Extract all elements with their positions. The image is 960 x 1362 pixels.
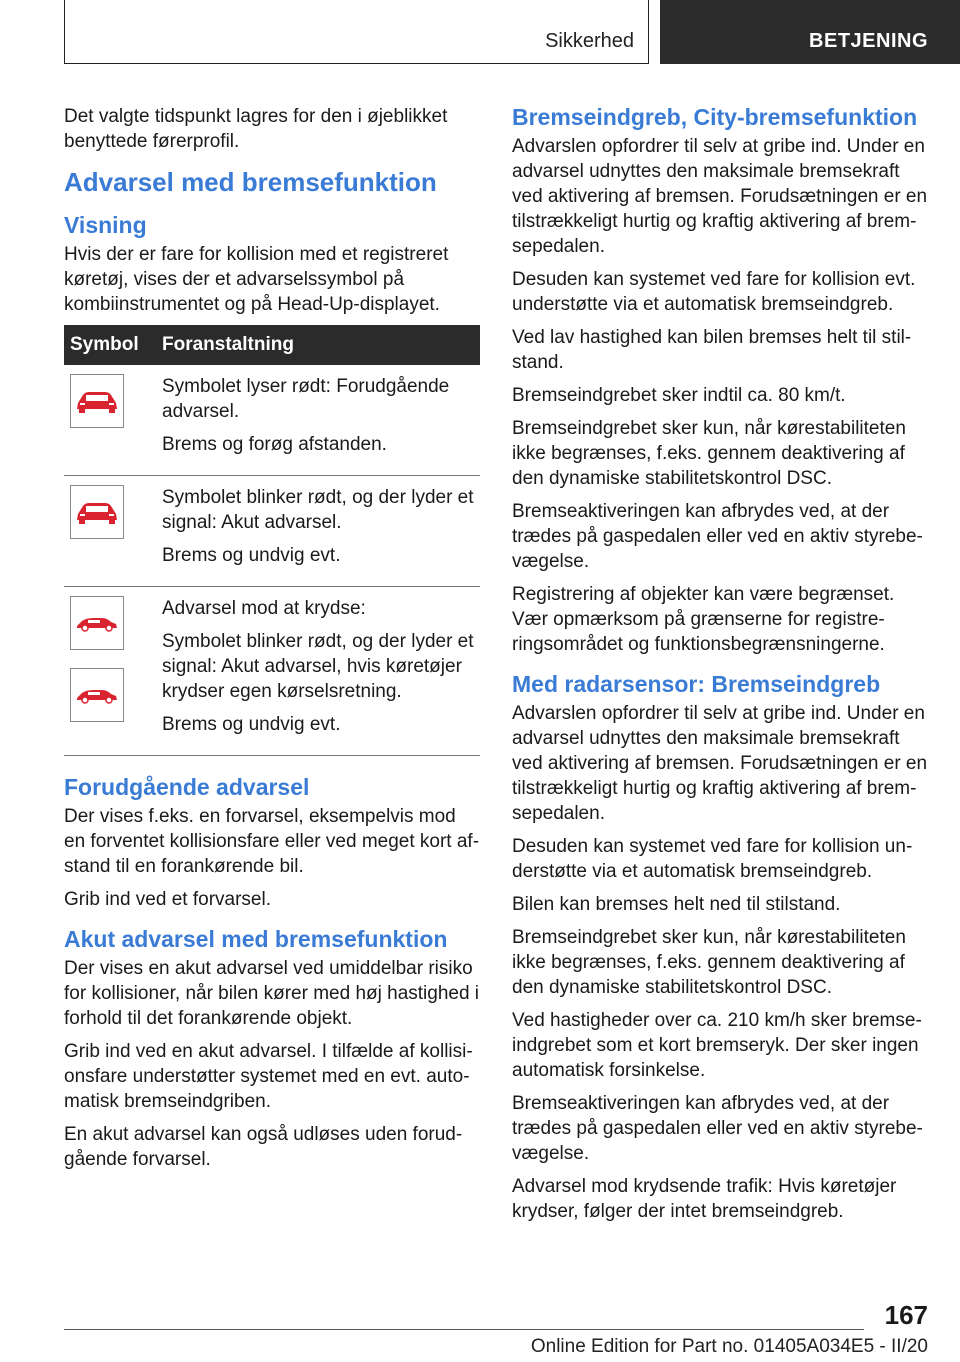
action-line: Brems og undvig evt. — [162, 545, 341, 566]
car-crossing-icon — [70, 596, 124, 650]
radar-heading: Med radarsensor: Bremseindgreb — [512, 671, 881, 697]
radar-text-7: Advarsel mod krydsende trafik: Hvis køretøjer krydser, følger der intet bremseindgreb. — [512, 1176, 897, 1222]
action-line: Advarsel mod at krydse: — [162, 598, 366, 619]
city-text-2: Desuden kan systemet ved fare for kollision evt. understøtte via et automatisk bremseindgreb. — [512, 269, 916, 315]
akut-text-2: Grib ind ved en akut advarsel. I tilfælde af kollisionsfare understøtter systemet med en evt. automatisk bremseindgriben. — [64, 1041, 473, 1112]
table-row — [64, 587, 480, 756]
forud-text-2: Grib ind ved et forvarsel. — [64, 889, 271, 910]
akut-text-3: En akut advarsel kan også udløses uden forudgående forvarsel. — [64, 1124, 463, 1170]
action-cell — [156, 587, 480, 756]
symbol-table — [64, 325, 480, 756]
car-warning-red-icon — [70, 485, 124, 539]
action-line: Symbolet lyser rødt: Forudgående advarsel. — [162, 376, 450, 422]
action-line: Brems og undvig evt. — [162, 714, 341, 735]
action-line: Brems og forøg afstanden. — [162, 434, 387, 455]
radar-text-5: Ved hastigheder over ca. 210 km/h sker bremseindgrebet som et kort bremseryk. Der sker ingen automatisk forsinkelse. — [512, 1010, 922, 1081]
city-text-1: Advarslen opfordrer til selv at gribe ind. Under en advarsel udnyttes den maksimale bremsekraft ved aktivering af bremsen. Forudsætningen er en tilstrækkeligt hurtig og kraftig aktivering af bremsepedalen. — [512, 136, 928, 257]
symbol-cell — [64, 365, 156, 476]
symbol-cell — [64, 476, 156, 587]
city-text-3: Ved lav hastighed kan bilen bremses helt til stilstand. — [512, 327, 912, 373]
header-chapter-title: BETJENING — [809, 30, 928, 52]
radar-text-4: Bremseindgrebet sker kun, når kørestabiliteten ikke begrænses, f.eks. gennem deaktivering af den dynamiske stabilitetskontrol DSC. — [512, 927, 906, 998]
edition-note: Online Edition for Part no. 01405A034E5 - II/20 — [530, 1336, 928, 1357]
symbol-cell — [64, 587, 156, 756]
visning-text: Hvis der er fare for kollision med et registreret køretøj, vises der et advarselssymbol på kombiinstrumentet og på Head-Up-displayet. — [64, 244, 449, 315]
header-section-title: Sikkerhed — [545, 30, 634, 52]
main-heading: Advarsel med bremsefunktion — [64, 167, 437, 197]
car-warning-red-icon — [70, 374, 124, 428]
car-crossing-icon — [70, 668, 124, 722]
left-column — [64, 104, 480, 1180]
page-number: 167 — [884, 1300, 928, 1330]
table-header-row — [64, 325, 480, 365]
table-row — [64, 476, 480, 587]
radar-text-1: Advarslen opfordrer til selv at gribe ind. Under en advarsel udnyttes den maksimale bremsekraft ved aktivering af bremsen. Forudsætningen er en tilstrækkeligt hurtig og kraftig aktivering af bremsepedalen. — [512, 703, 928, 824]
action-line: Symbolet blinker rødt, og der lyder et signal: Akut advarsel, hvis køretøjer krydser egen kørselsretning. — [162, 631, 474, 702]
footer-divider — [64, 1329, 864, 1330]
action-line: Symbolet blinker rødt, og der lyder et signal: Akut advarsel. — [162, 487, 474, 533]
city-text-5: Bremseindgrebet sker kun, når kørestabiliteten ikke begrænses, f.eks. gennem deaktivering af den dynamiske stabilitetskontrol DSC. — [512, 418, 906, 489]
intro-text: Det valgte tidspunkt lagres for den i øjeblikket benyttede førerprofil. — [64, 106, 448, 152]
city-text-4: Bremseindgrebet sker indtil ca. 80 km/t. — [512, 385, 846, 406]
col-symbol-header: Symbol — [64, 325, 156, 365]
radar-text-2: Desuden kan systemet ved fare for kollision understøtte via et automatisk bremseindgreb. — [512, 836, 913, 882]
action-cell — [156, 476, 480, 587]
forud-text-1: Der vises f.eks. en forvarsel, eksempelvis mod en forventet kollisionsfare eller ved meget kort afstand til en forankørende bil. — [64, 806, 480, 877]
visning-heading: Visning — [64, 212, 147, 238]
city-text-7: Registrering af objekter kan være begrænset. Vær opmærksom på grænserne for registreringsområdet og funktionsbegrænsningerne. — [512, 584, 895, 655]
city-heading: Bremseindgreb, City-bremsefunktion — [512, 104, 918, 130]
col-action-header: Foranstaltning — [156, 325, 480, 365]
akut-heading: Akut advarsel med bremsefunktion — [64, 926, 448, 952]
forud-heading: Forudgående advarsel — [64, 774, 310, 800]
akut-text-1: Der vises en akut advarsel ved umiddelbar risiko for kollisioner, når bilen kører med høj hastighed i forhold til det forankørende objekt. — [64, 958, 480, 1029]
radar-text-3: Bilen kan bremses helt ned til stilstand. — [512, 894, 841, 915]
city-text-6: Bremseaktiveringen kan afbrydes ved, at der trædes på gaspedalen eller ved en aktiv styrebevægelse. — [512, 501, 923, 572]
right-column — [512, 104, 928, 1232]
table-row — [64, 365, 480, 476]
radar-text-6: Bremseaktiveringen kan afbrydes ved, at der trædes på gaspedalen eller ved en aktiv styrebevægelse. — [512, 1093, 923, 1164]
action-cell — [156, 365, 480, 476]
